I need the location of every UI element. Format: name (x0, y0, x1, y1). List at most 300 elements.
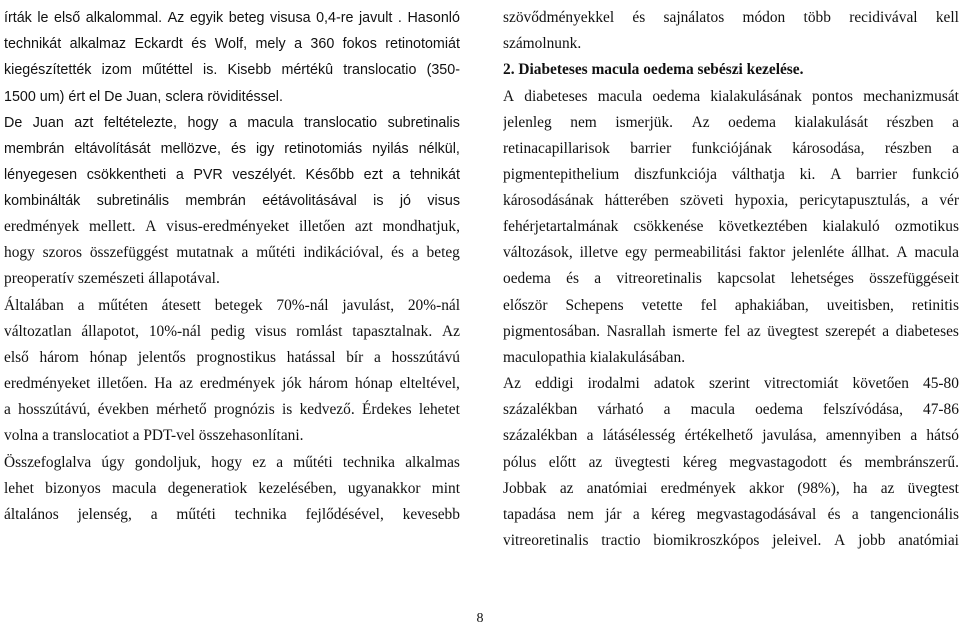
word: irodalmi (587, 375, 640, 392)
word: eétávolitásával (262, 193, 357, 209)
word: és (566, 270, 579, 287)
text-line (4, 57, 460, 83)
text-line (503, 240, 959, 266)
word: ezt (363, 167, 383, 183)
word: subretinális (96, 193, 170, 209)
word: eddigi (535, 375, 574, 392)
word: visus (427, 193, 460, 209)
word: jeleivel. (772, 532, 822, 549)
word: műtéten (98, 297, 148, 314)
word: megvastagodott (729, 454, 827, 471)
word: diszfunkciója (634, 166, 717, 183)
word: retinacapillarisok (503, 140, 610, 157)
word: előtt (548, 454, 577, 471)
word: a (594, 270, 602, 287)
word: az (880, 480, 895, 497)
word: hátterében (604, 192, 669, 209)
word: Az (503, 375, 521, 392)
word: jelenléte (792, 244, 845, 261)
word: kezelésében, (258, 480, 337, 497)
word: sajnálatos (663, 9, 725, 26)
word: ki. (799, 166, 816, 183)
word: százalékban (503, 401, 578, 418)
word: hogy (211, 454, 243, 471)
word: szerint (708, 375, 750, 392)
text-line (503, 110, 959, 136)
text-line (503, 502, 959, 528)
word: pericytapusztulás, (799, 192, 911, 209)
text-line: volna a translocatiot a PDT-vel összehasonlítani. (4, 427, 304, 444)
word: károsodásának (503, 192, 594, 209)
word: üvegtesti (614, 454, 671, 471)
word: Juan (32, 115, 64, 131)
word: macula (690, 401, 736, 418)
word: A (503, 88, 515, 105)
word: oedema (728, 114, 776, 131)
word: beteg (228, 10, 265, 26)
word: több (803, 9, 831, 26)
word: szöveti (680, 192, 724, 209)
text-line (503, 293, 959, 319)
word: permeabilitási (654, 244, 742, 261)
word: részben (884, 140, 932, 157)
word: írták (4, 10, 32, 26)
word: ez (252, 454, 266, 471)
word: kevesebb (402, 506, 460, 523)
word: eredmények (4, 218, 80, 235)
word: romlást (296, 323, 343, 340)
word: Érdekes (361, 401, 412, 418)
word: várható (597, 401, 644, 418)
word: Jobbak (503, 480, 547, 497)
word: a (374, 349, 381, 366)
text-line (503, 214, 959, 240)
word: mérhető (156, 401, 207, 418)
text-line (4, 450, 460, 476)
text-line (503, 371, 959, 397)
text-line (4, 31, 460, 57)
text-line: 1500 um) ért el De Juan, sclera röviditéssel. (4, 89, 283, 105)
word: kéreg (682, 454, 717, 471)
word: hogy (187, 115, 219, 131)
word: is (282, 401, 293, 418)
word: A (145, 218, 157, 235)
word: a (241, 244, 249, 261)
word: összefüggéseit (869, 270, 959, 287)
text-line (4, 371, 460, 397)
word: barrier (630, 140, 672, 157)
word: az (747, 323, 761, 340)
word: Ha (154, 375, 173, 392)
word: mutatnak (176, 244, 234, 261)
word: összefüggést (89, 244, 169, 261)
word: macula (112, 480, 157, 497)
word: hátsó (926, 427, 959, 444)
word: barrier (856, 166, 898, 183)
word: pigmentepithelium (503, 166, 620, 183)
word: 10%-nál (148, 323, 201, 340)
text-line (503, 397, 959, 423)
word: ismerte (672, 323, 718, 340)
word: De (4, 115, 23, 131)
text-line (503, 266, 959, 292)
word: műtéttel (141, 62, 193, 78)
word: úgy (101, 454, 125, 471)
word: vitrectomiát (764, 375, 839, 392)
word: ozmotikus (894, 218, 959, 235)
word: nyilás (372, 141, 409, 157)
word: nem (570, 114, 597, 131)
word: alkalmaz (69, 36, 127, 52)
word: 20%-nál (407, 297, 460, 314)
word: feltételezte, (103, 115, 177, 131)
word: mint (431, 480, 460, 497)
word: adatok (653, 375, 695, 392)
word: tractio (601, 532, 641, 549)
word: szövődményekkel (503, 9, 615, 26)
word: és (391, 244, 404, 261)
word: retinotomiát (385, 36, 460, 52)
word: hónap (89, 349, 128, 366)
text-line (4, 214, 460, 240)
word: a (392, 167, 401, 183)
word: A (830, 166, 842, 183)
word: először (503, 297, 548, 314)
word: változások, (503, 244, 573, 261)
word: vér (939, 192, 959, 209)
word: izom (101, 62, 132, 78)
word: a (586, 427, 594, 444)
text-line (503, 136, 959, 162)
word: megvastagodásával (696, 506, 817, 523)
word: degeneratiok (167, 480, 248, 497)
word: faktor (748, 244, 786, 261)
text-line: 2. Diabeteses macula oedema sebészi kezelése. (503, 61, 804, 78)
word: illetően. (97, 375, 148, 392)
word: fel (724, 323, 741, 340)
word: első (4, 349, 29, 366)
word: Az (442, 323, 460, 340)
word: Wolf, (214, 36, 248, 52)
word: 360 (310, 36, 335, 52)
word: azt (74, 115, 94, 131)
word: recidivával (849, 9, 918, 26)
text-line (4, 476, 460, 502)
word: a (952, 140, 959, 157)
word: jobb (858, 532, 886, 549)
text-line: számolnunk. (503, 35, 582, 52)
word: csökkenése (633, 218, 704, 235)
word: mechanizmusát (863, 88, 959, 105)
word: mértékû (281, 62, 334, 78)
text-line (4, 136, 460, 162)
word: és (191, 36, 207, 52)
word: és (839, 454, 853, 471)
word: fejlődésével, (305, 506, 384, 523)
text-line (503, 476, 959, 502)
word: visus-eredményeket (166, 218, 290, 235)
word: is (373, 193, 384, 209)
word: technikát (4, 36, 62, 52)
word: károsodása, (792, 140, 865, 157)
word: csökkentheti (86, 167, 167, 183)
word: alkalmas (405, 454, 460, 471)
word: . (397, 10, 402, 26)
word: vitreoretinalis (503, 532, 589, 549)
word: pedig (210, 323, 245, 340)
word: Később (305, 167, 355, 183)
text-line (503, 5, 959, 31)
word: módon (742, 9, 786, 26)
word: alkalommal. (85, 10, 163, 26)
word: a (882, 323, 890, 340)
word: 47-86 (923, 401, 959, 418)
word: A (896, 244, 908, 261)
word: hónap (355, 375, 393, 392)
word: a (294, 36, 303, 52)
word: fehérjetartalmának (503, 218, 619, 235)
word: membrán (4, 141, 65, 157)
word: azt (354, 218, 373, 235)
word: felszívódása, (823, 401, 903, 418)
word: fokos (342, 36, 377, 52)
text-line (4, 5, 460, 31)
word: 70%-nál (276, 297, 329, 314)
word: egy (625, 244, 648, 261)
word: állhat. (851, 244, 890, 261)
word: a (4, 401, 11, 418)
word: jelentős (137, 349, 186, 366)
word: követően (852, 375, 909, 392)
word: oedema (503, 270, 551, 287)
word: retinitis (911, 297, 959, 314)
word: jók (282, 375, 302, 392)
word: veszélyét. (232, 167, 296, 183)
word: 45-80 (923, 375, 959, 392)
word: macula (914, 244, 959, 261)
word: és (230, 141, 247, 157)
word: kialakuló (822, 218, 880, 235)
word: a (851, 506, 859, 523)
word: szerepét (825, 323, 876, 340)
word: nem (567, 506, 594, 523)
word: aphakiában, (734, 297, 809, 314)
word: Eckardt (134, 36, 183, 52)
word: mellözve, (160, 141, 221, 157)
word: Összefoglalva (4, 454, 92, 471)
word: is. (203, 62, 218, 78)
word: a (411, 244, 419, 261)
word: vitreoretinalis (616, 270, 702, 287)
word: (98%), (797, 480, 840, 497)
word: mely (255, 36, 286, 52)
word: pólus (503, 454, 537, 471)
word: általános (4, 506, 59, 523)
word: macula (597, 88, 643, 105)
word: prognózis (214, 401, 275, 418)
text-line (4, 502, 460, 528)
word: Az (691, 114, 710, 131)
word: változatlan (4, 323, 72, 340)
word: bír (346, 349, 364, 366)
word: javulást, (342, 297, 395, 314)
word: a (921, 192, 929, 209)
word: a (910, 427, 918, 444)
word: diabeteses (895, 323, 959, 340)
word: Nasrallah (606, 323, 666, 340)
word: le (37, 10, 49, 26)
word: A (834, 532, 846, 549)
word: biomikroszkópos (653, 532, 760, 549)
word: anatómiai (898, 532, 959, 549)
word: uveitisben, (826, 297, 894, 314)
text-line (4, 188, 460, 214)
word: üvegtest (907, 480, 959, 497)
word: hypoxia, (734, 192, 789, 209)
word: jelenleg (503, 114, 552, 131)
word: tapasztalnak. (352, 323, 433, 340)
word: lehet (4, 480, 34, 497)
word: membrán (185, 193, 246, 209)
word: kialakulását (794, 114, 868, 131)
word: a (150, 506, 158, 523)
word: elteltével, (399, 375, 460, 392)
word: diabeteses (524, 88, 588, 105)
word: funkciójának (691, 140, 772, 157)
word: pigmentosában. (503, 323, 601, 340)
word: pontos (811, 88, 854, 105)
text-line (4, 240, 460, 266)
word: a (952, 114, 959, 131)
word: az (588, 454, 603, 471)
word: lehetséges (790, 270, 854, 287)
word: betegek (214, 297, 263, 314)
word: PVR (193, 167, 223, 183)
word: 0,4-re (316, 10, 354, 26)
word: az (559, 480, 574, 497)
word: technika (234, 506, 287, 523)
word: prognostikus (196, 349, 277, 366)
word: lehetet (418, 401, 460, 418)
text-line (503, 450, 959, 476)
word: Hasonló (407, 10, 460, 26)
word: Az (167, 10, 185, 26)
word: szoros (42, 244, 82, 261)
word: illetve (579, 244, 619, 261)
word: és (632, 9, 646, 26)
page-number: 8 (476, 611, 484, 626)
word: visus (254, 323, 287, 340)
word: állapotot, (81, 323, 140, 340)
word: hosszútávú, (18, 401, 91, 418)
word: százalékban (503, 427, 578, 444)
word: években (97, 401, 149, 418)
word: indikációval, (303, 244, 384, 261)
word: illetően (298, 218, 346, 235)
word: tapadása (503, 506, 556, 523)
word: műtéti (256, 244, 296, 261)
word: üvegtest (767, 323, 819, 340)
word: retinotomiás (284, 141, 363, 157)
word: bizonyos (45, 480, 101, 497)
word: a (663, 401, 671, 418)
word: macula (247, 115, 294, 131)
text-line (503, 162, 959, 188)
word: oedema (652, 88, 701, 105)
text-line (4, 397, 460, 423)
word: egyik (189, 10, 224, 26)
word: a (228, 115, 237, 131)
word: kombinálták (4, 193, 81, 209)
word: javulása, (762, 427, 817, 444)
word: vetette (641, 297, 683, 314)
word: translocatio (303, 115, 378, 131)
text-line (503, 84, 959, 110)
word: funkció (911, 166, 959, 183)
word: a (276, 454, 284, 471)
word: tangencionális (870, 506, 959, 523)
word: eltávolítását (74, 141, 151, 157)
word: akkor (749, 480, 785, 497)
word: gondoljuk, (134, 454, 202, 471)
word: kialakulásának (710, 88, 802, 105)
word: kedvező. (299, 401, 355, 418)
word: subretinalis (387, 115, 460, 131)
word: a (632, 506, 640, 523)
text-line (503, 319, 959, 345)
word: eredmények (199, 375, 276, 392)
word: translocatio (343, 62, 417, 78)
word: hatással (286, 349, 336, 366)
word: kéreg (651, 506, 686, 523)
word: és (827, 506, 841, 523)
text-line (503, 188, 959, 214)
word: műtéti (176, 506, 216, 523)
word: technika (342, 454, 395, 471)
word: amennyiben (825, 427, 902, 444)
word: tehnikát (409, 167, 460, 183)
word: ha (852, 480, 868, 497)
word: (350- (426, 62, 460, 78)
text-line: preoperatív szemészeti állapotával. (4, 270, 220, 287)
word: három (308, 375, 349, 392)
word: első (54, 10, 81, 26)
word: műtéti (293, 454, 333, 471)
word: a (77, 297, 85, 314)
text-line (4, 319, 460, 345)
word: kapcsolat (717, 270, 776, 287)
text-line (4, 110, 460, 136)
word: Kisebb (227, 62, 272, 78)
word: beteg (426, 244, 460, 261)
word: igy (256, 141, 275, 157)
word: hogy (4, 244, 35, 261)
word: három (39, 349, 79, 366)
word: ugyanakkor (347, 480, 421, 497)
word: átesett (161, 297, 201, 314)
word: részben (886, 114, 934, 131)
word: eredményeket (4, 375, 91, 392)
word: értékelhető (684, 427, 754, 444)
text-line (4, 162, 460, 188)
word: eredmények (660, 480, 736, 497)
word: fel (700, 297, 717, 314)
word: kell (935, 9, 959, 26)
word: következtében (718, 218, 808, 235)
word: Schepens (565, 297, 624, 314)
word: kiegészítették (4, 62, 92, 78)
word: válthatja (731, 166, 785, 183)
